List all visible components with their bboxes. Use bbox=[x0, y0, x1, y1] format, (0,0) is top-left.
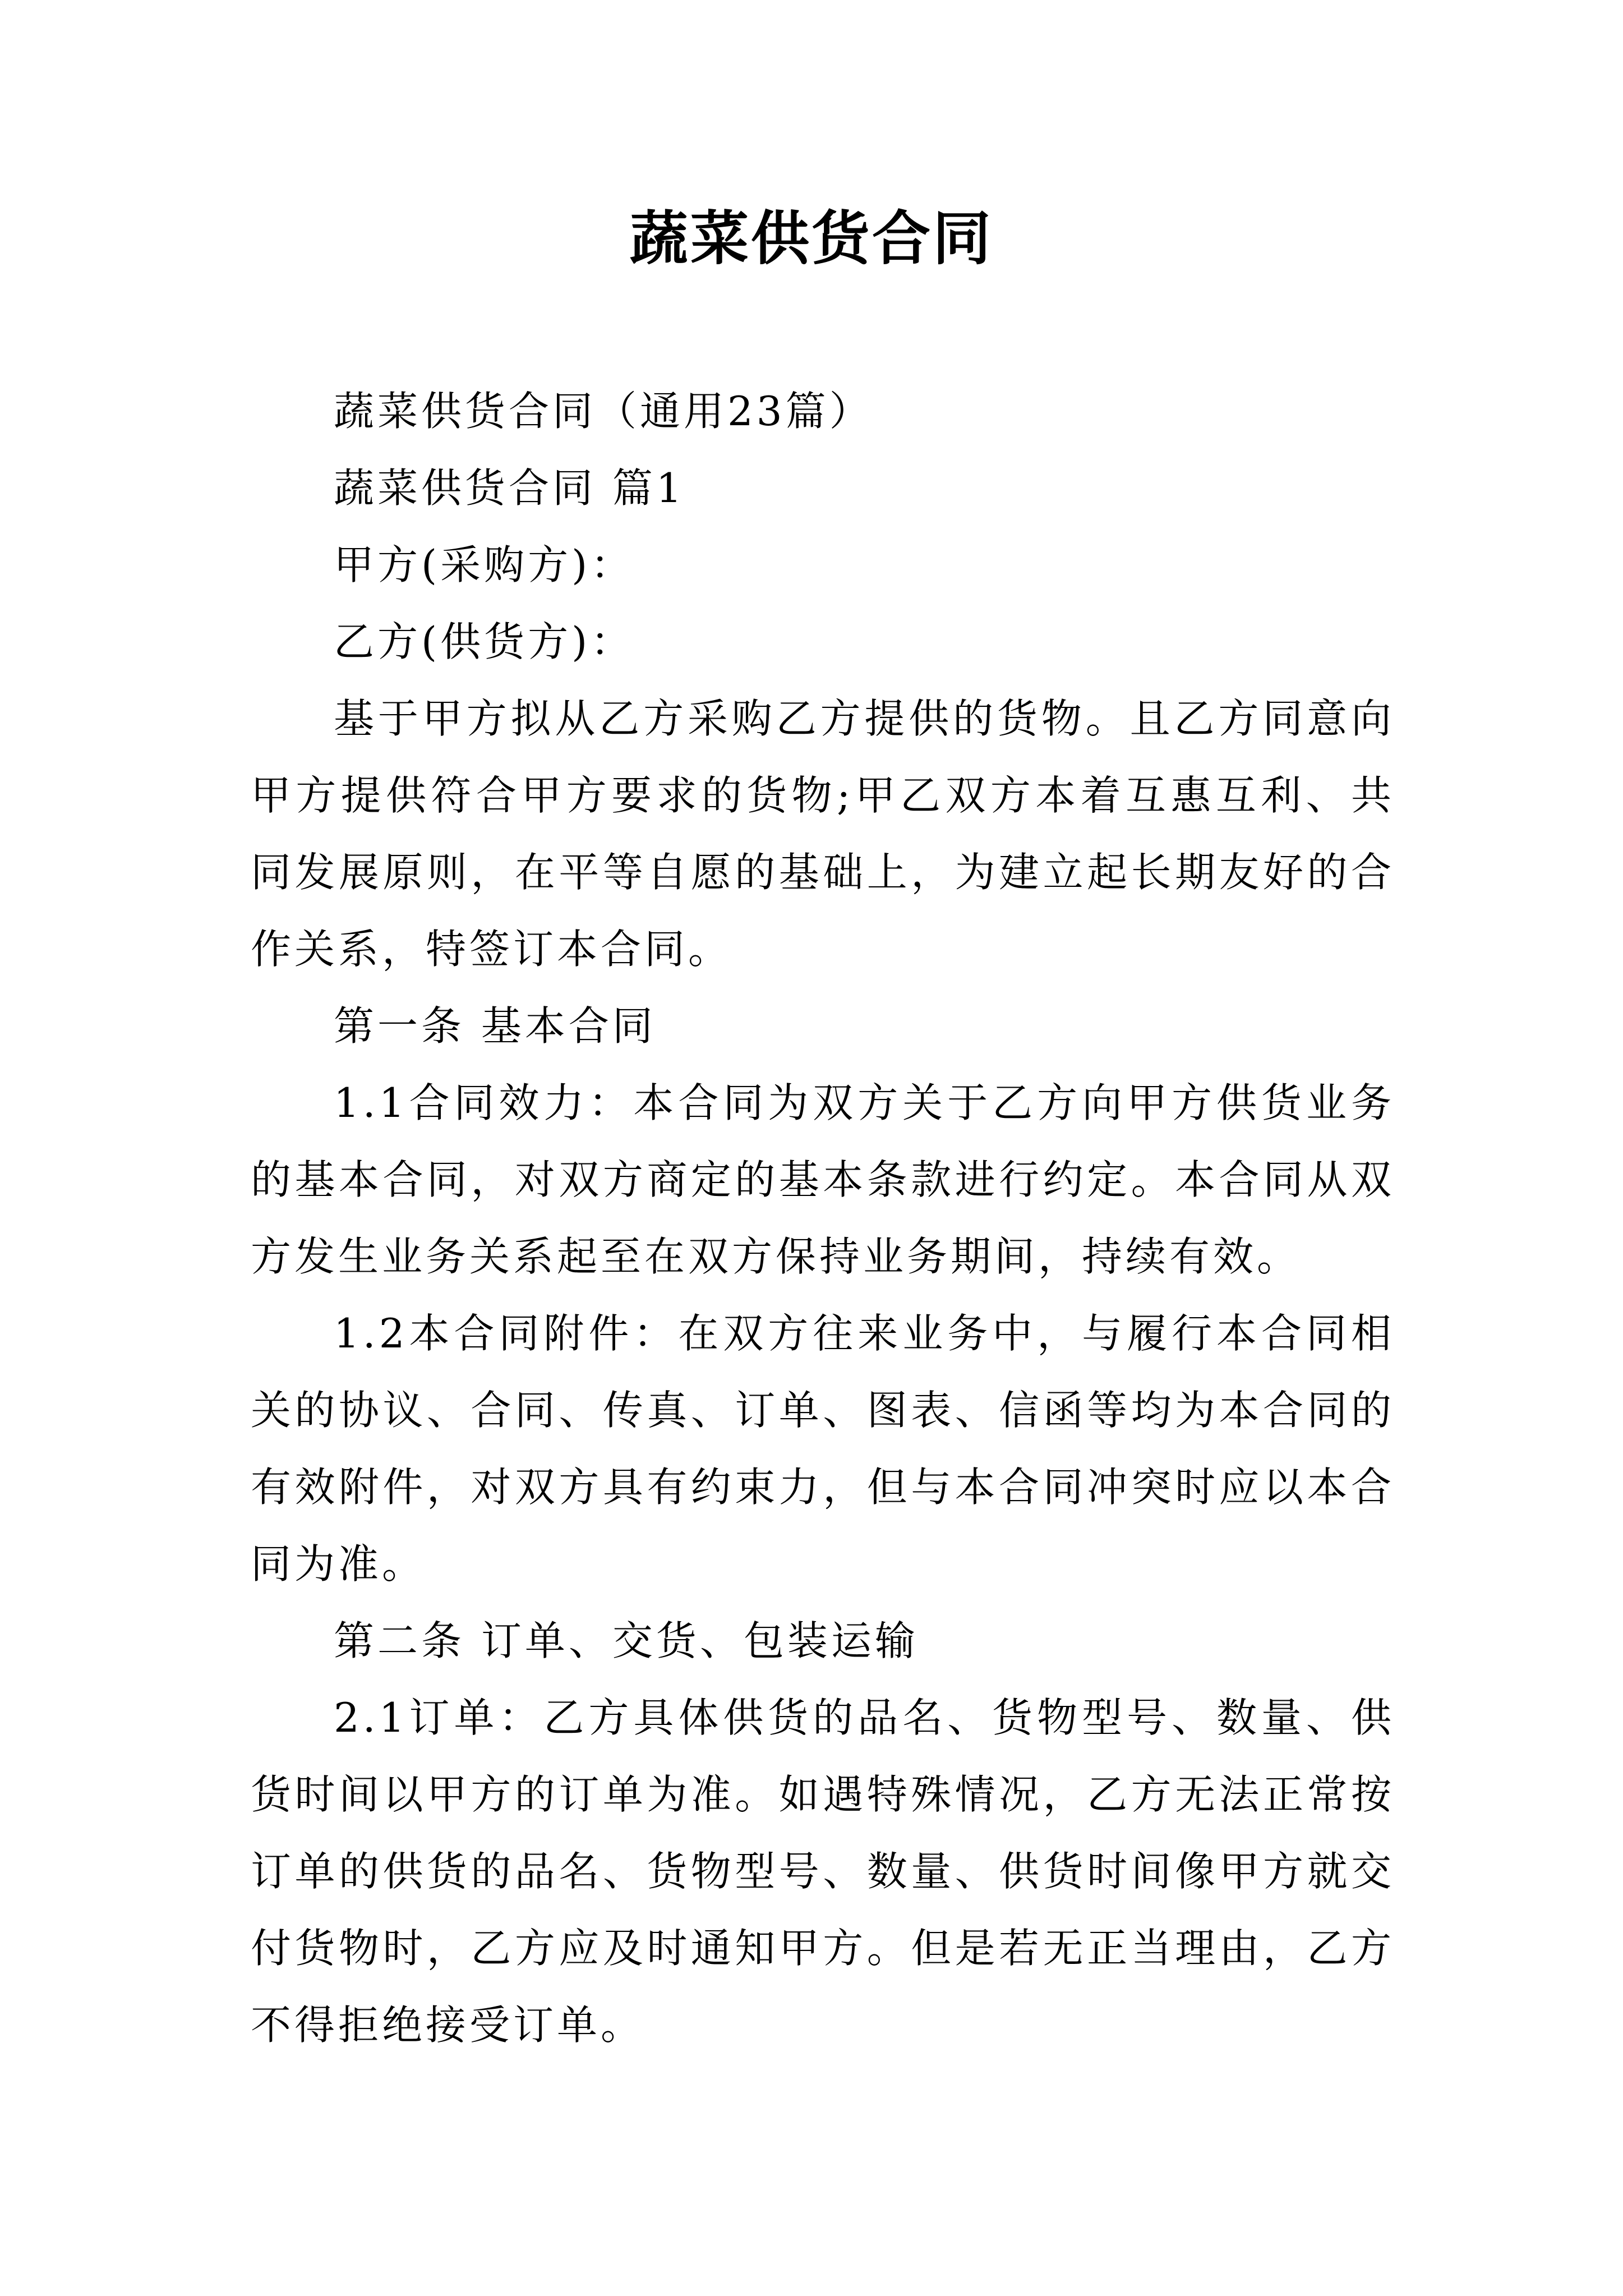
paragraph-subtitle: 蔬菜供货合同（通用23篇） bbox=[334, 388, 873, 435]
paragraph-article-2-heading: 第二条 订单、交货、包装运输 bbox=[334, 1617, 919, 1664]
paragraph-clause-1-2: 1.2本合同附件：在双方往来业务中，与履行本合同相关的协议、合同、传真、订单、图表、信函等均为本合同的有效附件，对双方具有约束力，但与本合同冲突时应以本合同为准。 bbox=[251, 1310, 1395, 1588]
paragraph-preamble: 基于甲方拟从乙方采购乙方提供的货物。且乙方同意向甲方提供符合甲方要求的货物;甲乙双方本着互惠互利、共同发展原则，在平等自愿的基础上，为建立起长期友好的合作关系，特签订本合同。 bbox=[251, 695, 1395, 973]
paragraph-party-a: 甲方(采购方)： bbox=[334, 541, 635, 588]
paragraph-article-1-heading: 第一条 基本合同 bbox=[334, 1002, 656, 1050]
document-title: 蔬菜供货合同 bbox=[629, 204, 993, 273]
document-body bbox=[251, 373, 1395, 2064]
paragraph-clause-1-1: 1.1合同效力：本合同为双方关于乙方向甲方供货业务的基本合同，对双方商定的基本条款进行约定。本合同从双方发生业务关系起至在双方保持业务期间，持续有效。 bbox=[251, 1079, 1395, 1280]
paragraph-clause-2-1: 2.1订单：乙方具体供货的品名、货物型号、数量、供货时间以甲方的订单为准。如遇特殊情况，乙方无法正常按订单的供货的品名、货物型号、数量、供货时间像甲方就交付货物时，乙方应及时通知甲方。但是若无正当理由，乙方不得拒绝接受订单。 bbox=[251, 1694, 1395, 2049]
paragraph-section-heading: 蔬菜供货合同 篇1 bbox=[334, 464, 685, 512]
paragraph-party-b: 乙方(供货方)： bbox=[334, 618, 635, 665]
